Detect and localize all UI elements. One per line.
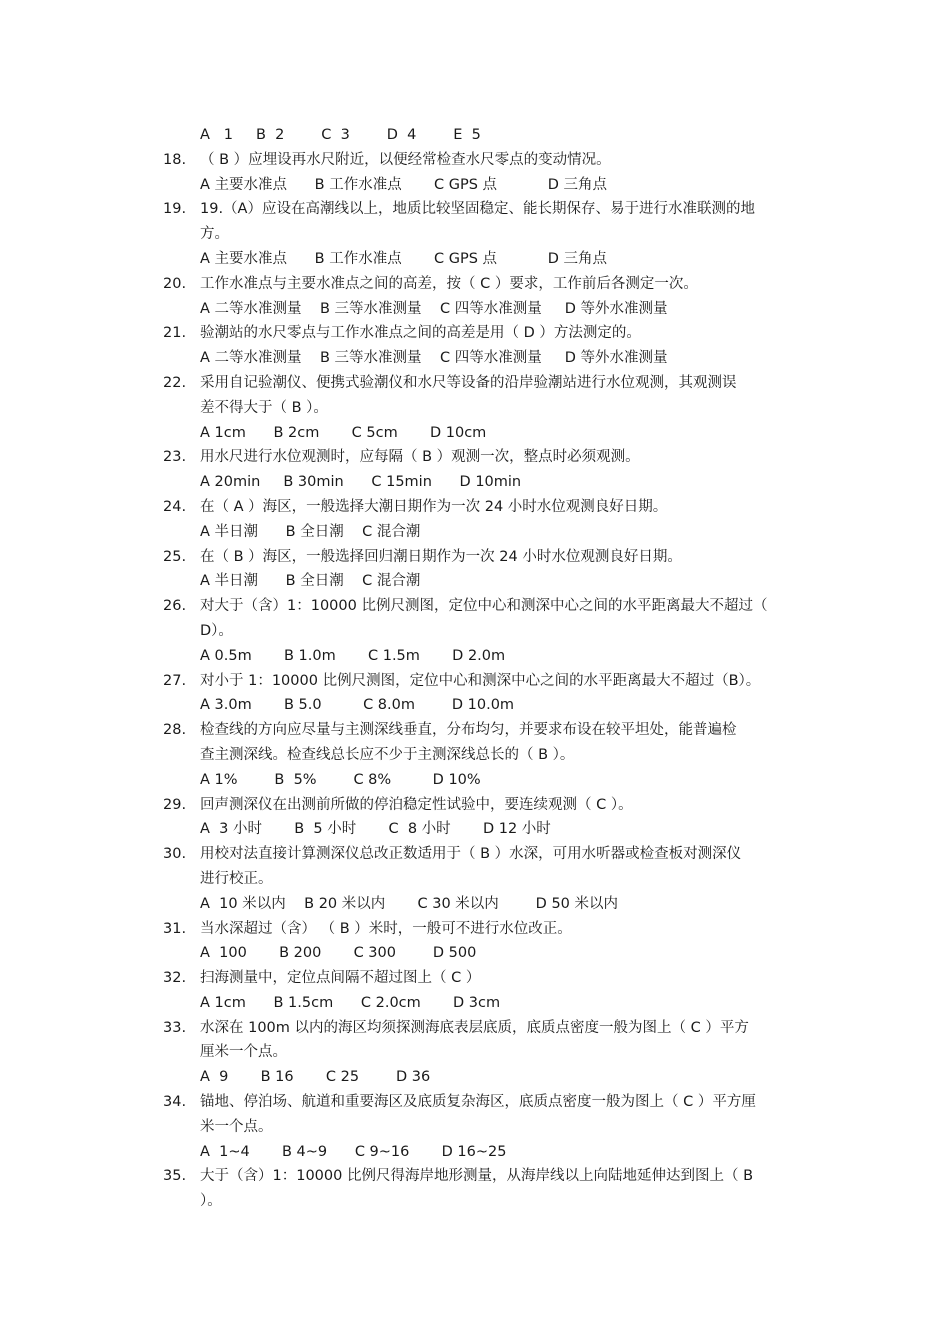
options-text: A 主要水准点 B 工作水准点 C GPS 点 D 三角点 (200, 176, 608, 193)
answer-options (163, 569, 813, 594)
answer-options (163, 941, 813, 966)
answer-options (163, 247, 813, 272)
continuation-text: 米一个点。 (200, 1118, 273, 1135)
question-text: 水深在 100m 以内的海区均须探测海底表层底质，底质点密度一般为图上（ C ）平方 (200, 1019, 749, 1036)
question-number: 35. (163, 1168, 187, 1185)
continuation-text: ）。 (200, 1193, 222, 1210)
options-text: A 9 B 16 C 25 D 36 (200, 1069, 431, 1086)
options-text: A 3.0m B 5.0 C 8.0m D 10.0m (200, 697, 515, 714)
question-text: 对小于 1：10000 比例尺测图，定位中心和测深中心之间的水平距离最大不超过（B）。 (200, 672, 761, 689)
options-text: A 20min B 30min C 15min D 10min (200, 474, 522, 491)
question-number: 28. (163, 722, 187, 739)
question-number: 22. (163, 374, 187, 391)
question-line (163, 917, 813, 942)
options-text: A 100 B 200 C 300 D 500 (200, 945, 477, 962)
question-text-continuation (163, 396, 813, 421)
question-line (163, 371, 813, 396)
question-text: 用校对法直接计算测深仪总改正数适用于（ B ）水深，可用水听器或检查板对测深仪 (200, 846, 742, 863)
answer-options (163, 644, 813, 669)
question-line (163, 718, 813, 743)
question-line (163, 842, 813, 867)
question-text: 检查线的方向应尽量与主测深线垂直，分布均匀，并要求布设在较平坦处，能普遍检 (200, 722, 737, 739)
question-line (163, 793, 813, 818)
question-text-continuation (163, 222, 813, 247)
continuation-text: 查主测深线。检查线总长应不少于主测深线总长的（ B ）。 (200, 746, 575, 763)
question-text: （ B ）应埋设再水尺附近，以便经常检查水尺零点的变动情况。 (200, 151, 611, 168)
question-line (163, 1016, 813, 1041)
question-number: 21. (163, 325, 187, 342)
answer-options (163, 346, 813, 371)
question-number: 25. (163, 548, 187, 565)
continuation-text: 厘米一个点。 (200, 1044, 287, 1061)
question-line (163, 197, 813, 222)
answer-options (163, 297, 813, 322)
question-text-continuation (163, 1189, 813, 1214)
options-text: A 1cm B 1.5cm C 2.0cm D 3cm (200, 994, 501, 1011)
question-text: 用水尺进行水位观测时，应每隔（ B ）观测一次，整点时必须观测。 (200, 449, 640, 466)
question-number: 34. (163, 1094, 187, 1111)
continuation-text: D）。 (200, 622, 233, 639)
answer-options (163, 768, 813, 793)
question-text: 19.（A）应设在高潮线以上，地质比较坚固稳定、能长期保存、易于进行水准联测的地 (200, 201, 755, 218)
question-line (163, 495, 813, 520)
answer-options (163, 693, 813, 718)
question-text: 采用自记验潮仪、便携式验潮仪和水尺等设备的沿岸验潮站进行水位观测，其观测误 (200, 374, 737, 391)
answer-options (163, 892, 813, 917)
question-number: 18. (163, 151, 187, 168)
question-text-continuation (163, 1115, 813, 1140)
question-line (163, 321, 813, 346)
question-number: 33. (163, 1019, 187, 1036)
answer-options (163, 520, 813, 545)
question-line (163, 1164, 813, 1189)
question-line (163, 966, 813, 991)
question-text: 工作水准点与主要水准点之间的高差，按（ C ）要求，工作前后各测定一次。 (200, 275, 698, 292)
question-text-continuation (163, 619, 813, 644)
question-text: 回声测深仪在出测前所做的停泊稳定性试验中，要连续观测（ C ）。 (200, 796, 633, 813)
question-number: 19. (163, 201, 187, 218)
question-text-continuation (163, 867, 813, 892)
options-text: A 10 米以内 B 20 米以内 C 30 米以内 D 50 米以内 (200, 895, 619, 912)
options-text: A 3 小时 B 5 小时 C 8 小时 D 12 小时 (200, 821, 551, 838)
answer-options (163, 421, 813, 446)
answer-options (163, 123, 813, 148)
question-number: 24. (163, 498, 187, 515)
options-text: A 1~4 B 4~9 C 9~16 D 16~25 (200, 1143, 507, 1160)
answer-options (163, 1140, 813, 1165)
question-text: 大于（含）1：10000 比例尺得海岸地形测量，从海岸线以上向陆地延伸达到图上（ B (200, 1168, 754, 1185)
continuation-text: 进行校正。 (200, 870, 273, 887)
question-text: 验潮站的水尺零点与工作水准点之间的高差是用（ D ）方法测定的。 (200, 325, 641, 342)
question-number: 31. (163, 920, 187, 937)
continuation-text: 方。 (200, 226, 229, 243)
question-number: 29. (163, 796, 187, 813)
options-text: A 二等水准测量 B 三等水准测量 C 四等水准测量 D 等外水准测量 (200, 300, 668, 317)
question-text: 在（ A ）海区，一般选择大潮日期作为一次 24 小时水位观测良好日期。 (200, 498, 668, 515)
question-number: 30. (163, 846, 187, 863)
question-line (163, 594, 813, 619)
answer-options (163, 817, 813, 842)
options-text: A 二等水准测量 B 三等水准测量 C 四等水准测量 D 等外水准测量 (200, 350, 668, 367)
answer-options (163, 173, 813, 198)
options-text: A 半日潮 B 全日潮 C 混合潮 (200, 523, 421, 540)
question-text-continuation (163, 1040, 813, 1065)
question-text: 锚地、停泊场、航道和重要海区及底质复杂海区，底质点密度一般为图上（ C ）平方厘 (200, 1094, 756, 1111)
question-text: 当水深超过（含） （ B ）米时，一般可不进行水位改正。 (200, 920, 572, 937)
answer-options (163, 470, 813, 495)
question-line (163, 1090, 813, 1115)
answer-options (163, 1065, 813, 1090)
answer-options (163, 991, 813, 1016)
question-line (163, 669, 813, 694)
question-line (163, 545, 813, 570)
question-text: 对大于（含）1：10000 比例尺测图，定位中心和测深中心之间的水平距离最大不超过（ (200, 598, 768, 615)
question-line (163, 272, 813, 297)
question-line (163, 445, 813, 470)
options-text: A 1% B 5% C 8% D 10% (200, 771, 481, 788)
options-text: A 半日潮 B 全日潮 C 混合潮 (200, 573, 421, 590)
question-text-continuation (163, 743, 813, 768)
options-text: A 1 B 2 C 3 D 4 E 5 (200, 127, 481, 143)
question-text: 在（ B ）海区，一般选择回归潮日期作为一次 24 小时水位观测良好日期。 (200, 548, 682, 565)
question-text: 扫海测量中，定位点间隔不超过图上（ C ） (200, 970, 481, 987)
continuation-text: 差不得大于（ B ）。 (200, 399, 328, 416)
options-text: A 1cm B 2cm C 5cm D 10cm (200, 424, 487, 441)
question-number: 20. (163, 275, 187, 292)
question-number: 23. (163, 449, 187, 466)
question-number: 26. (163, 598, 187, 615)
question-number: 32. (163, 970, 187, 987)
question-number: 27. (163, 672, 187, 689)
options-text: A 主要水准点 B 工作水准点 C GPS 点 D 三角点 (200, 250, 608, 267)
question-list (163, 123, 813, 1214)
question-line (163, 148, 813, 173)
options-text: A 0.5m B 1.0m C 1.5m D 2.0m (200, 647, 506, 664)
